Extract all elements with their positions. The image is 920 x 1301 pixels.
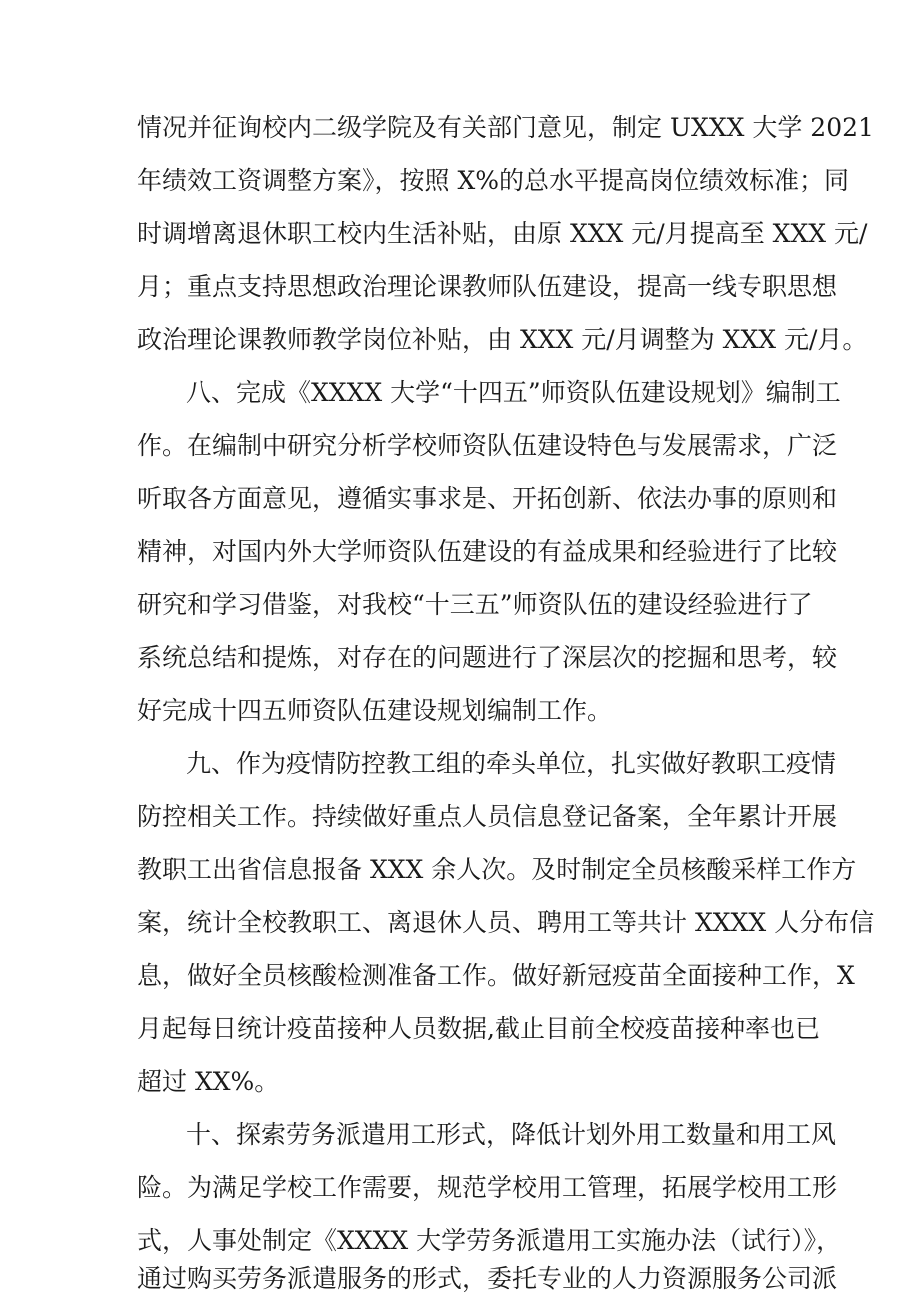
paragraph-line: 超过 XX%。 <box>137 1067 280 1096</box>
paragraph-line: 式，人事处制定《XXXX 大学劳务派遣用工实施办法（试行）》， <box>137 1226 842 1255</box>
paragraph-line: 月起每日统计疫苗接种人员数据,截止目前全校疫苗接种率也已 <box>137 1014 820 1043</box>
paragraph-line: 好完成十四五师资队伍建设规划编制工作。 <box>137 696 613 725</box>
paragraph-line: 八、完成《XXXX 大学“十四五”师资队伍建设规划》编制工 <box>186 378 841 407</box>
paragraph-line: 年绩效工资调整方案》，按照 X%的总水平提高岗位绩效标准；同 <box>137 166 850 195</box>
paragraph-line: 系统总结和提炼，对存在的问题进行了深层次的挖掘和思考，较 <box>137 643 838 672</box>
paragraph-line: 作。在编制中研究分析学校师资队伍建设特色与发展需求，广泛 <box>137 431 838 460</box>
paragraph-line: 十、探索劳务派遣用工形式，降低计划外用工数量和用工风 <box>186 1120 837 1149</box>
paragraph-line: 教职工出省信息报备 XXX 余人次。及时制定全员核酸采样工作方 <box>137 855 857 884</box>
paragraph-line: 精神，对国内外大学师资队伍建设的有益成果和经验进行了比较 <box>137 537 838 566</box>
paragraph-line: 案，统计全校教职工、离退休人员、聘用工等共计 XXXX 人分布信 <box>137 908 875 937</box>
paragraph-line: 险。为满足学校工作需要，规范学校用工管理，拓展学校用工形 <box>137 1173 838 1202</box>
paragraph-line: 政治理论课教师教学岗位补贴，由 XXX 元/月调整为 XXX 元/月。 <box>137 325 868 354</box>
paragraph-line: 情况并征询校内二级学院及有关部门意见，制定 UXXX 大学 2021 <box>137 113 874 142</box>
paragraph-line: 防控相关工作。持续做好重点人员信息登记备案，全年累计开展 <box>137 802 838 831</box>
paragraph-line: 月；重点支持思想政治理论课教师队伍建设，提高一线专职思想 <box>137 272 838 301</box>
paragraph-line: 时调增离退休职工校内生活补贴，由原 XXX 元/月提高至 XXX 元/ <box>137 219 868 248</box>
paragraph-line: 九、作为疫情防控教工组的牵头单位，扎实做好教职工疫情 <box>186 749 837 778</box>
paragraph-line: 研究和学习借鉴，对我校“十三五”师资队伍的建设经验进行了 <box>137 590 813 619</box>
paragraph-line: 息，做好全员核酸检测准备工作。做好新冠疫苗全面接种工作，X <box>137 961 855 990</box>
paragraph-line: 通过购买劳务派遣服务的形式，委托专业的人力资源服务公司派 <box>137 1264 838 1293</box>
paragraph-line: 听取各方面意见，遵循实事求是、开拓创新、依法办事的原则和 <box>137 484 838 513</box>
